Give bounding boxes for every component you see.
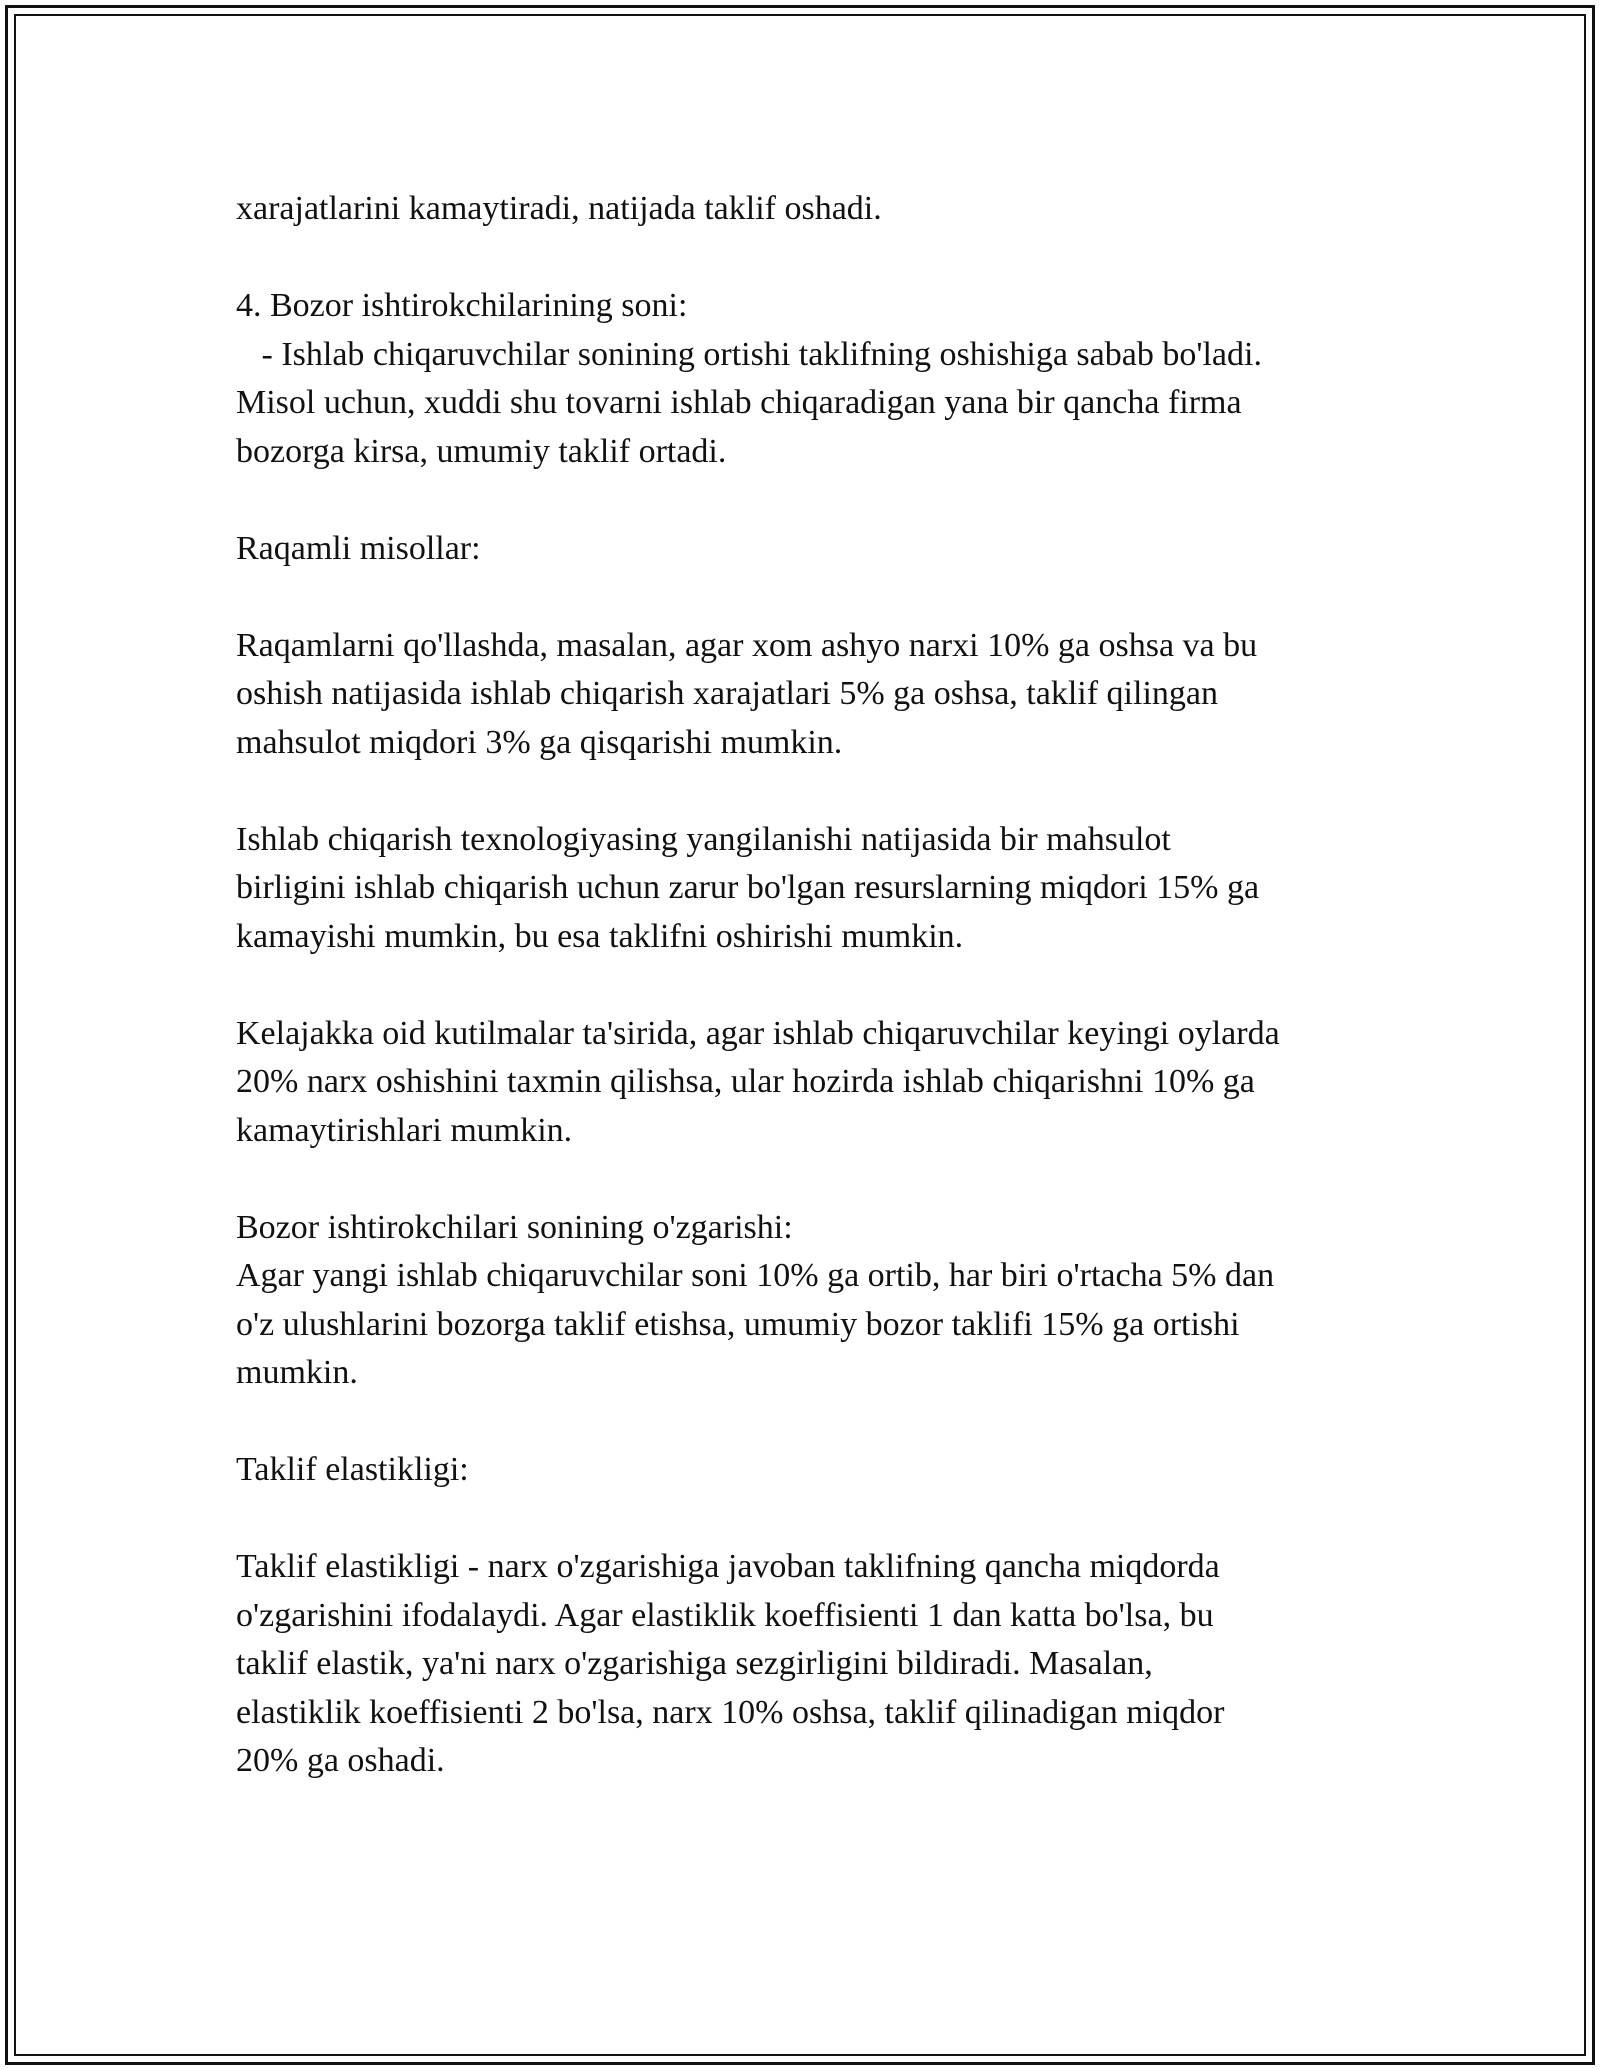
text-line: kamaytirishlari mumkin.	[236, 1111, 573, 1149]
text-line: Raqamlarni qo'llashda, masalan, agar xom ashyo narxi 10% ga oshsa va bu	[236, 626, 1258, 664]
text-line: oshish natijasida ishlab chiqarish xarajatlari 5% ga oshsa, taklif qilingan	[236, 675, 1218, 712]
section-heading: Raqamli misollar:	[236, 529, 481, 567]
section-heading: Bozor ishtirokchilari sonining o'zgarishi:	[236, 1208, 793, 1246]
text-line: Agar yangi ishlab chiqaruvchilar soni 10% ga ortib, har biri o'rtacha 5% dan	[236, 1257, 1275, 1294]
text-line: mahsulot miqdori 3% ga qisqarishi mumkin.	[236, 723, 843, 761]
paragraph-cost-reduction	[236, 185, 1386, 234]
paragraph-elasticity-heading	[236, 1446, 1386, 1495]
text-line: Taklif elastikligi - narx o'zgarishiga javoban taklifning qancha miqdorda	[236, 1548, 1220, 1585]
text-line: birligini ishlab chiqarish uchun zarur bo'lgan resurslarning miqdori 15% ga	[236, 869, 1260, 906]
document-body	[236, 185, 1386, 1834]
text-line: 20% ga oshadi.	[236, 1742, 445, 1779]
text-line: xarajatlarini kamaytiradi, natijada taklif oshadi.	[236, 190, 882, 227]
text-line: Kelajakka oid kutilmalar ta'sirida, agar ishlab chiqaruvchilar keyingi oylarda	[236, 1014, 1280, 1052]
text-line: o'z ulushlarini bozorga taklif etishsa, umumiy bozor taklifi 15% ga ortishi	[236, 1305, 1240, 1343]
text-line: bozorga kirsa, umumiy taklif ortadi.	[236, 432, 727, 470]
paragraph-market-participants	[236, 282, 1386, 476]
paragraph-expectations-example	[236, 1010, 1386, 1156]
text-line: elastiklik koeffisienti 2 bo'lsa, narx 10% oshsa, taklif qilinadigan miqdor	[236, 1693, 1225, 1731]
text-line: Ishlab chiqarish texnologiyasing yangilanishi natijasida bir mahsulot	[236, 820, 1171, 858]
text-line: - Ishlab chiqaruvchilar sonining ortishi taklifning oshishiga sabab bo'ladi.	[236, 335, 1262, 373]
section-heading: Taklif elastikligi:	[236, 1451, 469, 1488]
section-heading: 4. Bozor ishtirokchilarining soni:	[236, 287, 688, 324]
text-line: mumkin.	[236, 1354, 358, 1391]
text-line: o'zgarishini ifodalaydi. Agar elastiklik koeffisienti 1 dan katta bo'lsa, bu	[236, 1596, 1214, 1634]
text-line: Misol uchun, xuddi shu tovarni ishlab chiqaradigan yana bir qancha firma	[236, 384, 1242, 421]
text-line: 20% narx oshishini taxmin qilishsa, ular hozirda ishlab chiqarishni 10% ga	[236, 1063, 1255, 1100]
paragraph-elasticity-definition	[236, 1543, 1386, 1786]
paragraph-numeric-examples-heading	[236, 525, 1386, 574]
paragraph-participants-change	[236, 1204, 1386, 1398]
paragraph-raw-material-example	[236, 622, 1386, 768]
text-line: kamayishi mumkin, bu esa taklifni oshirishi mumkin.	[236, 917, 964, 955]
text-line: taklif elastik, ya'ni narx o'zgarishiga sezgirligini bildiradi. Masalan,	[236, 1645, 1153, 1682]
paragraph-technology-example	[236, 816, 1386, 962]
